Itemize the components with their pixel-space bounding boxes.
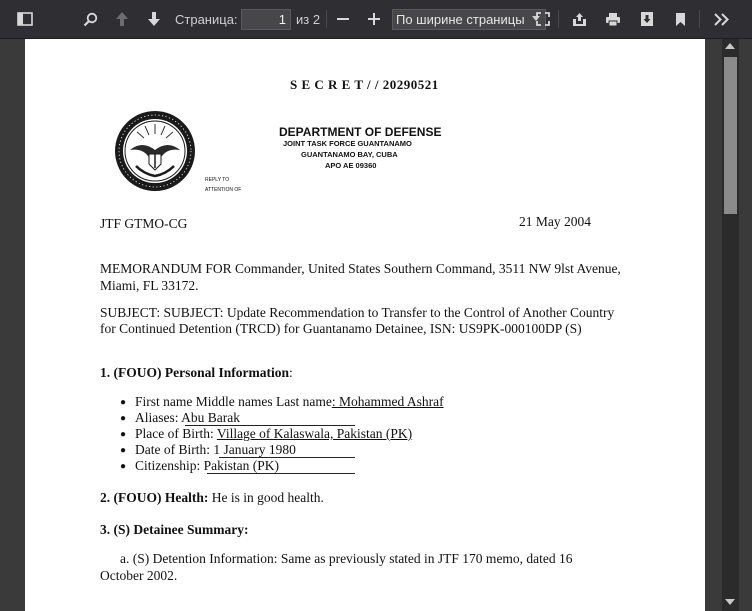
scrollbar-thumb[interactable]: [724, 57, 737, 214]
arrow-down-icon: [147, 11, 161, 27]
subject-line: for Continued Detention (TRCD) for Guantanamo Detainee, ISN: US9PK-000100DP (S): [100, 321, 582, 336]
section-heading: 2. (FOUO) Health: He is in good health.: [100, 490, 324, 505]
sidebar-icon: [17, 12, 33, 26]
bullet-icon: ●: [120, 397, 127, 408]
previous-page-button[interactable]: [110, 0, 134, 38]
zoom-select[interactable]: [392, 9, 546, 30]
list-item: Aliases: Abu Barak: [135, 410, 240, 425]
bullet-icon: ●: [120, 413, 127, 424]
zoom-select-value: По ширине страницы: [396, 12, 525, 27]
print-icon: [605, 12, 621, 27]
memo-for-line: MEMORANDUM FOR Commander, United States Southern Command, 3511 NW 9lst Avenue,: [100, 261, 621, 276]
download-button[interactable]: [636, 0, 658, 38]
list-item: Date of Birth: 1 January 1980: [135, 442, 296, 457]
minus-icon: [337, 13, 349, 25]
scroll-up-icon[interactable]: [725, 43, 735, 49]
list-item: First name Middle names Last name: Mohammed Ashraf: [135, 394, 444, 409]
bookmark-icon: [675, 12, 686, 27]
print-button[interactable]: [602, 0, 624, 38]
pdf-page: [25, 39, 705, 611]
section-heading: 1. (FOUO) Personal Information:: [100, 365, 293, 380]
tools-menu-button[interactable]: [708, 0, 734, 38]
section-heading: 3. (S) Detainee Summary:: [100, 522, 249, 537]
open-file-button[interactable]: [568, 0, 590, 38]
search-icon: [83, 12, 98, 27]
presentation-mode-button[interactable]: [532, 0, 554, 38]
classification-marking: S E C R E T / / 20290521: [290, 77, 439, 92]
arrow-up-icon: [115, 11, 129, 27]
page-number-input[interactable]: 1: [241, 9, 291, 30]
memo-for-line: Miami, FL 33172.: [100, 278, 199, 293]
page-count: из 2: [296, 12, 321, 27]
sidebar-toggle-button[interactable]: [12, 0, 38, 38]
paragraph-line: a. (S) Detention Information: Same as previously stated in JTF 170 memo, dated 16: [120, 551, 573, 566]
search-button[interactable]: [78, 0, 102, 38]
bullet-icon: ●: [120, 461, 127, 472]
page-label: Страница:: [175, 12, 238, 27]
list-item: Citizenship: Pakistan (PK): [135, 458, 279, 473]
document-viewer[interactable]: [0, 39, 752, 611]
memo-date: 21 May 2004: [519, 214, 591, 229]
zoom-in-button[interactable]: [363, 0, 385, 38]
zoom-out-button[interactable]: [332, 0, 354, 38]
double-chevron-right-icon: [714, 13, 729, 26]
toolbar-divider: [699, 10, 700, 28]
header-line: GUANTANAMO BAY, CUBA: [301, 150, 398, 159]
memo-from: JTF GTMO-CG: [100, 216, 188, 231]
next-page-button[interactable]: [142, 0, 166, 38]
header-line: JOINT TASK FORCE GUANTANAMO: [283, 139, 412, 148]
list-item: Place of Birth: Village of Kalaswala, Pakistan (PK): [135, 426, 413, 441]
bookmark-button[interactable]: [669, 0, 691, 38]
open-file-icon: [572, 12, 587, 27]
reply-to-label: REPLY TO: [205, 177, 230, 183]
plus-icon: [368, 13, 380, 25]
bullet-icon: ●: [120, 429, 127, 440]
bullet-icon: ●: [120, 445, 127, 456]
pdf-toolbar: [0, 0, 752, 39]
attention-of-label: ATTENTION OF: [205, 187, 242, 193]
download-icon: [640, 11, 654, 27]
department-title: DEPARTMENT OF DEFENSE: [279, 125, 442, 139]
fill-in-line: [207, 473, 355, 474]
dod-seal-icon: [114, 110, 196, 192]
scroll-down-icon[interactable]: [725, 599, 735, 605]
fullscreen-icon: [536, 12, 550, 26]
paragraph-line: October 2002.: [100, 568, 178, 583]
toolbar-divider: [326, 10, 327, 28]
subject-line: SUBJECT: SUBJECT: Update Recommendation to Transfer to the Control of Another Country: [100, 305, 615, 320]
header-line: APO AE 09360: [325, 161, 377, 170]
toolbar-divider: [558, 10, 559, 28]
